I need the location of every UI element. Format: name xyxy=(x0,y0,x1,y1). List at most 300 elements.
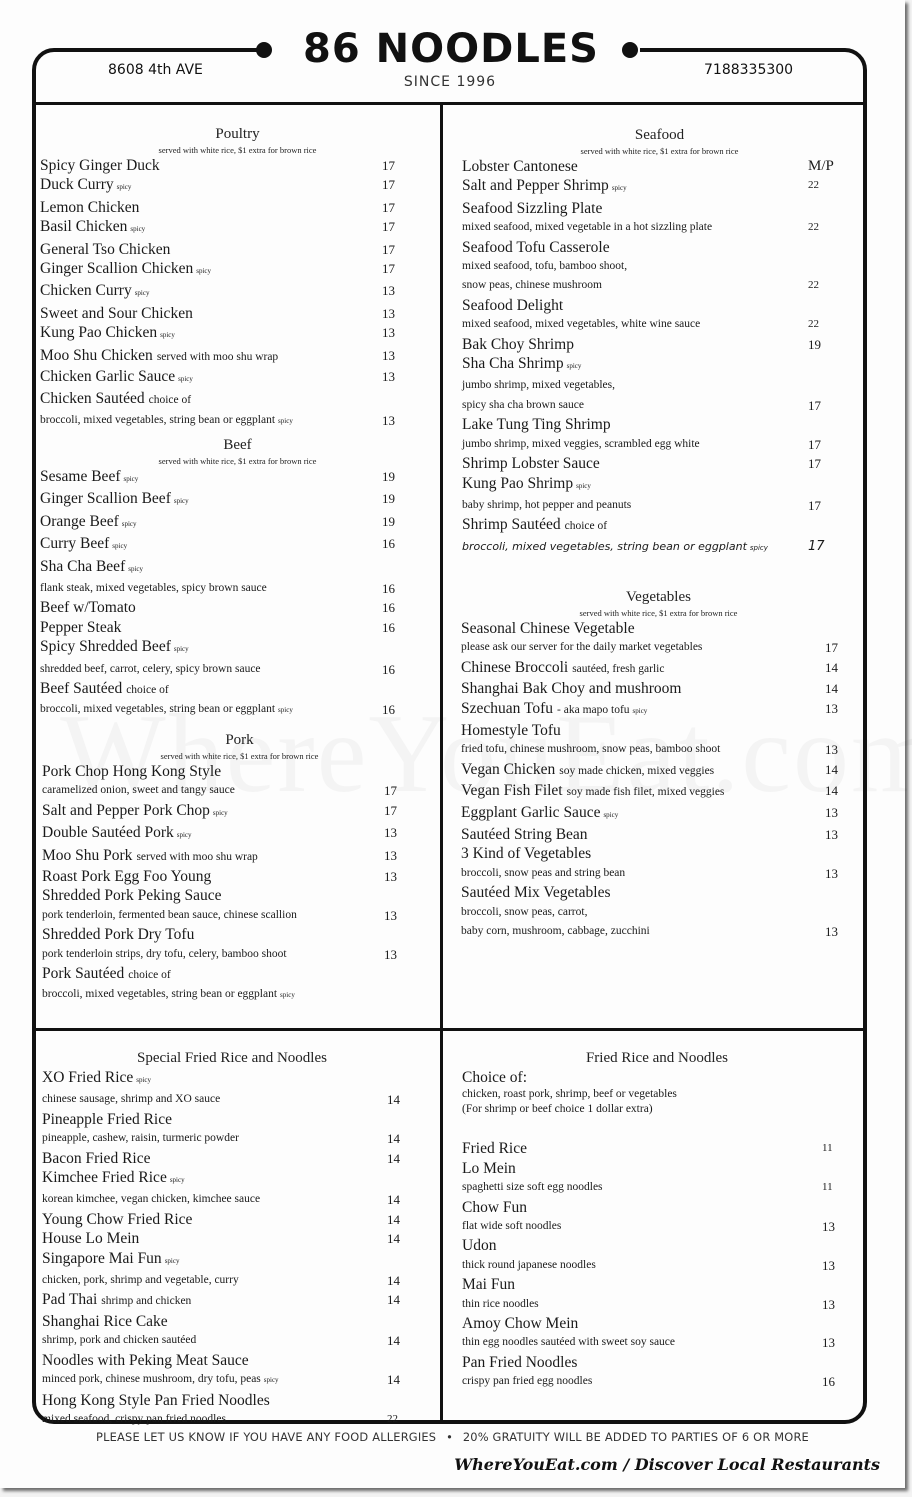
menu-item-description xyxy=(462,315,857,334)
item-inline-note: served with moo shu wrap xyxy=(136,850,258,863)
item-inline-note: choice of xyxy=(148,394,192,407)
item-description: fried tofu, chinese mushroom, snow peas, bamboo shoot xyxy=(461,743,721,756)
item-description: jumbo shrimp, mixed vegetables, xyxy=(462,379,615,392)
item-name: Salt and Pepper Pork Chop xyxy=(42,801,210,819)
item-description: jumbo shrimp, mixed veggies, scrambled egg white xyxy=(462,437,700,450)
item-name: Pork Chop Hong Kong Style xyxy=(42,763,222,780)
menu-item xyxy=(461,760,856,781)
item-description: broccoli, mixed vegetables, string bean or eggplant xyxy=(42,988,278,1001)
item-price: 17 xyxy=(808,436,821,452)
menu-item-description xyxy=(462,537,857,558)
menu-item xyxy=(40,156,435,175)
item-name: Kimchee Fried Rice xyxy=(42,1169,167,1187)
item-description: thick round japanese noodles xyxy=(462,1258,596,1271)
menu-item-description xyxy=(42,1370,437,1390)
menu-item xyxy=(40,467,435,489)
section-pork xyxy=(42,731,437,1006)
item-price: 17 xyxy=(825,640,838,656)
item-price: 16 xyxy=(382,600,395,616)
choice-options: chicken, roast pork, shrimp, beef or vegetables xyxy=(462,1088,677,1101)
item-price: 22 xyxy=(808,221,819,234)
menu-item xyxy=(40,240,435,259)
spicy-marker: spicy xyxy=(123,475,139,483)
item-price: 13 xyxy=(384,825,397,841)
item-description: flank steak, mixed vegetables, spicy brown sauce xyxy=(40,582,267,595)
item-price: 22 xyxy=(808,179,819,192)
section-seafood xyxy=(462,126,857,558)
item-description: chinese sausage, shrimp and XO sauce xyxy=(42,1093,221,1106)
menu-item xyxy=(42,886,437,905)
spicy-marker: spicy xyxy=(611,184,627,193)
item-price: 14 xyxy=(825,761,838,777)
item-name: Sautéed String Bean xyxy=(461,826,588,844)
item-description: shredded beef, carrot, celery, spicy brown sauce xyxy=(40,662,261,675)
section-divider xyxy=(34,1028,865,1031)
item-name: Bak Choy Shrimp xyxy=(462,335,574,353)
menu-item xyxy=(461,781,856,802)
spicy-marker: spicy xyxy=(116,183,132,192)
menu-item xyxy=(461,679,856,698)
item-price: 14 xyxy=(387,1131,400,1147)
menu-item xyxy=(42,1312,437,1331)
item-price: 17 xyxy=(382,241,395,257)
menu-item xyxy=(42,964,437,985)
item-price: 19 xyxy=(382,491,395,507)
menu-item xyxy=(42,1391,437,1410)
menu-item xyxy=(42,846,437,867)
item-inline-note: choice of xyxy=(128,969,171,982)
spicy-marker: spicy xyxy=(173,497,189,506)
item-name: Lake Tung Ting Shrimp xyxy=(462,416,611,434)
menu-item xyxy=(462,1139,857,1158)
item-description: broccoli, mixed vegetables, string bean or eggplant xyxy=(462,539,747,553)
spicy-marker: spicy xyxy=(130,225,146,234)
menu-item-description xyxy=(461,903,856,922)
item-name: Salt and Pepper Shrimp xyxy=(462,177,609,195)
item-description: pork tenderloin, fermented bean sauce, chinese scallion xyxy=(42,908,297,921)
section-title: Special Fried Rice and Noodles xyxy=(137,1050,327,1066)
item-price: 14 xyxy=(387,1372,400,1388)
menu-item xyxy=(42,1110,437,1129)
spicy-marker: spicy xyxy=(632,706,648,715)
item-name: Hong Kong Style Pan Fried Noodles xyxy=(42,1391,270,1409)
item-name: Roast Pork Egg Foo Young xyxy=(42,868,212,886)
menu-item xyxy=(40,323,435,345)
menu-item xyxy=(40,281,435,303)
menu-item xyxy=(40,557,435,579)
item-description: pork tenderloin strips, dry tofu, celery, bamboo shoot xyxy=(42,947,287,960)
spicy-marker: spicy xyxy=(169,1176,185,1185)
item-description: snow peas, chinese mushroom xyxy=(462,279,602,292)
item-name: Shrimp Lobster Sauce xyxy=(462,455,600,473)
item-description: broccoli, snow peas and string bean xyxy=(461,866,626,879)
item-price: 13 xyxy=(825,827,838,843)
item-name: Chow Fun xyxy=(462,1198,528,1216)
item-name: Mai Fun xyxy=(462,1276,515,1294)
item-price: 17 xyxy=(808,538,825,554)
item-price: 17 xyxy=(382,199,395,215)
menu-item xyxy=(462,1159,857,1178)
menu-item-description xyxy=(462,276,857,295)
section-title: Pork xyxy=(225,732,254,748)
menu-item xyxy=(462,335,857,354)
item-name: Beef w/Tomato xyxy=(40,599,136,617)
item-price: M/P xyxy=(808,158,834,174)
item-name: Pad Thai xyxy=(42,1291,98,1309)
menu-item-description xyxy=(461,922,856,941)
item-price: 13 xyxy=(382,369,395,385)
menu-item xyxy=(462,1198,857,1217)
item-name: Bacon Fried Rice xyxy=(42,1149,151,1167)
item-price: 17 xyxy=(808,397,821,413)
item-price: 13 xyxy=(382,305,395,321)
item-description: please ask our server for the daily market vegetables xyxy=(461,641,703,654)
menu-item xyxy=(42,801,437,823)
menu-item-description xyxy=(462,1178,857,1197)
menu-item xyxy=(42,1168,437,1190)
item-price: 13 xyxy=(822,1219,835,1235)
item-name: Lobster Cantonese xyxy=(462,158,578,175)
menu-item-description xyxy=(461,638,856,657)
section-beef xyxy=(40,436,435,721)
item-inline-note: shrimp and chicken xyxy=(101,1295,192,1308)
item-price: 14 xyxy=(825,659,838,675)
spicy-marker: spicy xyxy=(136,1076,152,1084)
source-credit[interactable]: WhereYouEat.com / Discover Local Restaurants xyxy=(454,1455,880,1474)
item-price: 14 xyxy=(387,1333,400,1349)
menu-item-description xyxy=(42,1190,437,1209)
title-dot-left-icon xyxy=(256,42,272,58)
item-price: 13 xyxy=(382,412,395,428)
item-name: Shanghai Bak Choy and mushroom xyxy=(461,680,682,698)
item-name: Pan Fried Noodles xyxy=(462,1353,578,1371)
item-name: Chicken Sautéed xyxy=(40,390,145,408)
item-name: Basil Chicken xyxy=(40,218,128,236)
spicy-marker: spicy xyxy=(196,267,212,276)
menu-item xyxy=(462,474,857,496)
menu-item xyxy=(461,699,856,721)
item-name: Szechuan Tofu xyxy=(461,699,554,717)
item-inline-note: served with moo shu wrap xyxy=(156,350,279,363)
item-name: Lemon Chicken xyxy=(40,198,140,216)
item-description: broccoli, mixed vegetables, string bean or eggplant xyxy=(40,413,276,426)
item-description: shrimp, pork and chicken sautéed xyxy=(42,1334,197,1347)
spicy-marker: spicy xyxy=(128,564,144,573)
menu-item-description xyxy=(40,411,435,431)
menu-item xyxy=(40,259,435,281)
menu-item xyxy=(462,354,857,376)
menu-item xyxy=(462,1236,857,1255)
item-description: chicken, pork, shrimp and vegetable, curry xyxy=(42,1274,239,1287)
menu-item-description xyxy=(462,218,857,237)
menu-item-description xyxy=(42,945,437,964)
item-description: thin egg noodles sautéed with sweet soy sauce xyxy=(462,1336,676,1349)
item-price: 13 xyxy=(384,847,397,863)
item-description: spicy sha cha brown sauce xyxy=(462,398,584,411)
spacer xyxy=(462,1117,857,1139)
phone-number[interactable]: 7188335300 xyxy=(704,62,794,78)
item-price: 14 xyxy=(387,1150,400,1166)
item-name: Sha Cha Shrimp xyxy=(462,355,564,373)
menu-item xyxy=(461,619,856,638)
spicy-marker: spicy xyxy=(263,1376,279,1385)
item-price: 17 xyxy=(382,261,395,277)
spicy-marker: spicy xyxy=(134,289,150,298)
item-description: korean kimchee, vegan chicken, kimchee sauce xyxy=(42,1193,261,1206)
item-name: Shanghai Rice Cake xyxy=(42,1312,168,1330)
item-price: 16 xyxy=(382,536,395,552)
allergy-notice: PLEASE LET US KNOW IF YOU HAVE ANY FOOD ALLERGIES xyxy=(96,1430,437,1444)
menu-item xyxy=(40,346,435,367)
item-price: 14 xyxy=(825,783,838,799)
menu-item xyxy=(40,175,435,197)
item-description: mixed seafood, mixed vegetable in a hot sizzling plate xyxy=(462,221,713,234)
item-description: mixed seafood, tofu, bamboo shoot, xyxy=(462,260,628,273)
menu-item xyxy=(40,679,435,700)
menu-item-description xyxy=(42,985,437,1005)
section-title: Vegetables xyxy=(626,589,691,605)
spicy-marker: spicy xyxy=(278,706,293,715)
item-name: Vegan Fish Filet xyxy=(461,782,563,800)
item-name: Singapore Mai Fun xyxy=(42,1249,162,1267)
restaurant-name: 86 NOODLES xyxy=(303,26,599,72)
menu-item xyxy=(40,618,435,637)
menu-item xyxy=(462,296,857,315)
menu-item xyxy=(462,515,857,536)
item-description: flat wide soft noodles xyxy=(462,1220,562,1233)
menu-item xyxy=(40,367,435,389)
item-price: 13 xyxy=(825,865,838,881)
item-price: 13 xyxy=(384,907,397,923)
item-price: 13 xyxy=(822,1296,835,1312)
item-price: 16 xyxy=(382,581,395,597)
spicy-marker: spicy xyxy=(212,808,228,817)
section-note: served with white rice, $1 extra for brown rice xyxy=(158,145,317,155)
item-price: 14 xyxy=(387,1192,400,1208)
item-name: Duck Curry xyxy=(40,176,114,194)
item-name: Ginger Scallion Beef xyxy=(40,490,171,508)
item-inline-note: soy made fish filet, mixed veggies xyxy=(566,786,725,799)
section-note: served with white rice, $1 extra for brown rice xyxy=(160,751,319,761)
spicy-marker: spicy xyxy=(121,519,137,528)
item-price: 13 xyxy=(384,946,397,962)
item-name: Ginger Scallion Chicken xyxy=(40,260,194,278)
item-name: Chinese Broccoli xyxy=(461,658,569,676)
item-price: 13 xyxy=(822,1257,835,1273)
menu-item-description xyxy=(42,1410,437,1429)
menu-item xyxy=(461,658,856,679)
gratuity-notice: 20% GRATUITY WILL BE ADDED TO PARTIES OF 6 OR MORE xyxy=(462,1430,809,1444)
item-name: Orange Beef xyxy=(40,512,119,530)
item-name: Beef Sautéed xyxy=(40,680,123,698)
spicy-marker: spicy xyxy=(112,542,128,551)
menu-item-description xyxy=(462,435,857,454)
item-name: Seafood Tofu Casserole xyxy=(462,238,610,256)
menu-item xyxy=(40,389,435,410)
section-note: served with white rice, $1 extra for brown rice xyxy=(580,146,739,156)
spicy-marker: spicy xyxy=(173,645,189,654)
section-note: served with white rice, $1 extra for brown rice xyxy=(579,608,738,618)
item-price: 13 xyxy=(825,804,838,820)
menu-item-description xyxy=(42,1271,437,1290)
item-name: Pork Sautéed xyxy=(42,965,125,983)
section-title: Fried Rice and Noodles xyxy=(585,1050,729,1066)
spicy-marker: spicy xyxy=(749,543,768,552)
menu-item-description xyxy=(462,257,857,276)
menu-item xyxy=(462,1314,857,1333)
item-name: Chicken Garlic Sauce xyxy=(40,368,176,386)
item-name: Shredded Pork Peking Sauce xyxy=(42,887,222,905)
item-price: 17 xyxy=(382,177,395,193)
item-price: 11 xyxy=(822,1142,833,1155)
menu-item xyxy=(42,1068,437,1090)
item-price: 14 xyxy=(387,1211,400,1227)
item-price: 16 xyxy=(382,619,395,635)
section-poultry xyxy=(40,125,435,431)
menu-item xyxy=(462,199,857,218)
item-price: 19 xyxy=(808,336,821,352)
menu-item-description xyxy=(462,1217,857,1236)
item-name: Moo Shu Chicken xyxy=(40,346,153,364)
item-name: Fried Rice xyxy=(462,1140,527,1158)
allergy-gratuity-notice xyxy=(30,1430,875,1444)
item-name: Sha Cha Beef xyxy=(40,557,126,575)
item-name: Seafood Sizzling Plate xyxy=(462,199,603,217)
item-inline-note: choice of xyxy=(126,684,169,697)
menu-item xyxy=(40,304,435,323)
item-description: crispy pan fried egg noodles xyxy=(462,1375,593,1388)
item-price: 14 xyxy=(387,1092,400,1108)
menu-item-description xyxy=(42,781,437,800)
item-price: 22 xyxy=(808,318,819,331)
item-name: Young Chow Fried Rice xyxy=(42,1210,193,1228)
item-name: Seafood Delight xyxy=(462,296,564,314)
menu-item xyxy=(42,1351,437,1370)
item-price: 16 xyxy=(382,661,395,677)
menu-item-description xyxy=(42,906,437,925)
menu-item xyxy=(40,534,435,556)
menu-item xyxy=(40,512,435,534)
separator-dot: • xyxy=(446,1430,453,1444)
section-vegetables xyxy=(461,588,856,942)
item-name: Kung Pao Shrimp xyxy=(462,474,574,492)
menu-item xyxy=(42,925,437,944)
item-name: Double Sautéed Pork xyxy=(42,824,174,842)
choice-note: (For shrimp or beef choice 1 dollar extra) xyxy=(462,1103,653,1116)
item-inline-note: soy made chicken, mixed veggies xyxy=(559,764,715,777)
item-price: 17 xyxy=(382,158,395,173)
menu-item xyxy=(462,1353,857,1372)
menu-item xyxy=(462,454,857,473)
item-price: 13 xyxy=(822,1335,835,1351)
item-name: Spicy Shredded Beef xyxy=(40,638,171,656)
choice-heading: Choice of: xyxy=(462,1069,527,1086)
item-name: Amoy Chow Mein xyxy=(462,1315,579,1333)
menu-item xyxy=(462,176,857,198)
column-divider xyxy=(440,104,443,1422)
item-price: 17 xyxy=(808,456,821,472)
item-name: Spicy Ginger Duck xyxy=(40,157,160,174)
item-name: Curry Beef xyxy=(40,535,110,553)
section-fried-rice-noodles xyxy=(462,1049,857,1392)
section-title: Poultry xyxy=(215,126,260,142)
item-name: Kung Pao Chicken xyxy=(40,324,158,342)
menu-item xyxy=(461,883,856,902)
item-price: 11 xyxy=(822,1181,833,1194)
menu-item xyxy=(462,415,857,434)
address: 8608 4th AVE xyxy=(108,62,203,78)
menu-item-description xyxy=(461,864,856,883)
menu-item-description xyxy=(40,660,435,679)
since-year: SINCE 1996 xyxy=(403,74,497,90)
menu-item xyxy=(42,1290,437,1311)
menu-item-description xyxy=(462,396,857,415)
section-title: Beef xyxy=(223,437,252,453)
menu-item xyxy=(462,157,857,176)
item-price: 17 xyxy=(384,802,397,818)
spicy-marker: spicy xyxy=(603,810,619,819)
menu-item-description xyxy=(462,1372,857,1391)
item-name: 3 Kind of Vegetables xyxy=(461,845,592,863)
menu-item xyxy=(461,844,856,863)
item-price: 19 xyxy=(382,513,395,529)
item-price: 22 xyxy=(808,279,819,292)
item-price: 13 xyxy=(382,325,395,341)
menu-item xyxy=(40,598,435,617)
item-name: XO Fried Rice xyxy=(42,1069,134,1086)
spicy-marker: spicy xyxy=(566,362,582,371)
menu-item xyxy=(461,721,856,740)
item-price: 13 xyxy=(825,742,838,758)
item-inline-note: choice of xyxy=(564,520,608,533)
item-name: Pineapple Fried Rice xyxy=(42,1110,172,1128)
item-description: mixed seafood, crispy pan fried noodles xyxy=(42,1412,226,1425)
item-name: Seasonal Chinese Vegetable xyxy=(461,620,635,637)
section-special-fried-rice xyxy=(42,1049,437,1429)
spicy-marker: spicy xyxy=(178,375,193,384)
item-name: Chicken Curry xyxy=(40,282,132,300)
spicy-marker: spicy xyxy=(280,991,295,1000)
menu-item xyxy=(42,867,437,886)
item-name: Vegan Chicken xyxy=(461,760,556,778)
menu-item xyxy=(461,803,856,825)
section-title: Seafood xyxy=(634,127,685,143)
item-name: Eggplant Garlic Sauce xyxy=(461,803,601,821)
item-inline-note: sautéed, fresh garlic xyxy=(572,662,665,675)
spicy-marker: spicy xyxy=(278,416,293,425)
menu-item-description xyxy=(462,1256,857,1275)
spicy-marker: spicy xyxy=(164,1256,180,1265)
item-price: 13 xyxy=(382,283,395,299)
item-price: 14 xyxy=(825,681,838,697)
menu-item-description xyxy=(462,376,857,395)
menu-item-description xyxy=(461,740,856,759)
spicy-marker: spicy xyxy=(176,831,192,840)
menu-item-description xyxy=(462,496,857,515)
item-price: 17 xyxy=(382,219,395,235)
menu-item xyxy=(40,637,435,659)
item-description: baby corn, mushroom, cabbage, zucchini xyxy=(461,925,650,938)
item-price: 22 xyxy=(387,1412,398,1425)
menu-item-description xyxy=(40,700,435,720)
spicy-marker: spicy xyxy=(160,331,175,340)
menu-item xyxy=(40,217,435,239)
menu-item-description xyxy=(462,1333,857,1352)
item-inline-note: - aka mapo tofu xyxy=(557,703,630,716)
item-name: Homestyle Tofu xyxy=(461,722,561,740)
header-divider xyxy=(32,102,867,105)
menu-item xyxy=(462,1275,857,1294)
